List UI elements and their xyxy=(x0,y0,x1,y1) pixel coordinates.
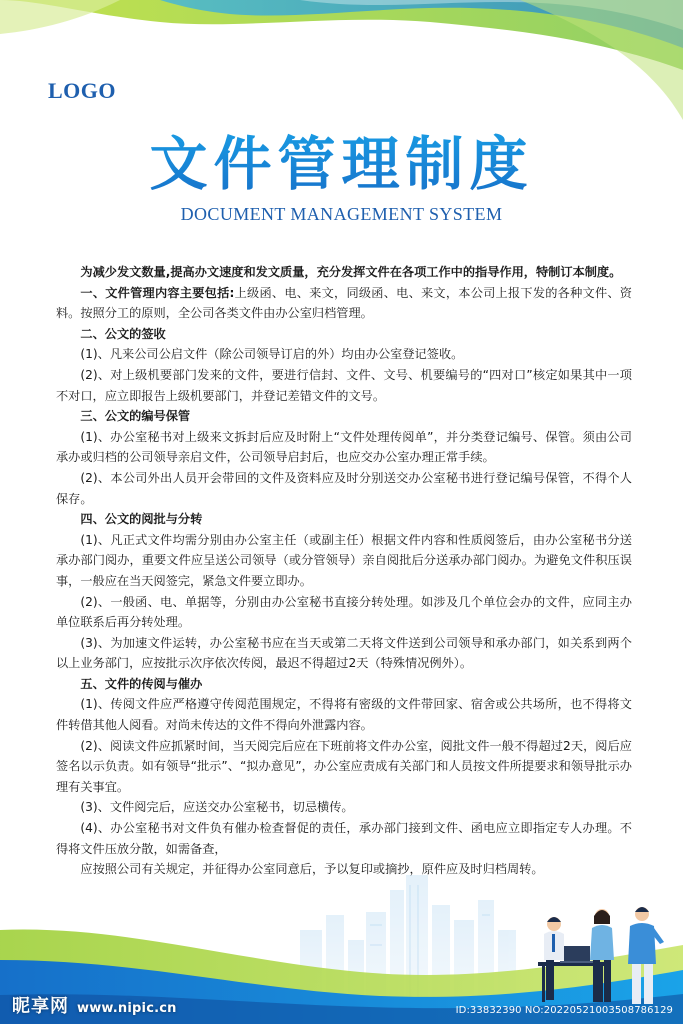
section-5-item-2: (2)、阅读文件应抓紧时间，当天阅完后应在下班前将文件办公室，阅批文件一般不得超过2天，阅后应签名以示负责。如有领导“批示”、“拟办意见”，办公室应责成有关部门和人员按文件所提要求和领导批示办理有关事宜。 xyxy=(56,738,632,794)
page-subtitle: DOCUMENT MANAGEMENT SYSTEM xyxy=(180,204,503,224)
section-5-heading: 五、文件的传阅与催办 xyxy=(80,676,203,691)
section-5-item-1: (1)、传阅文件应严格遵守传阅范围规定，不得将有密级的文件带回家、宿舍或公共场所，也不得将文件转借其他人阅看。对尚未传达的文件不得向外泄露内容。 xyxy=(56,697,632,733)
section-5-item-3: (3)、文件阅完后，应送交办公室秘书，切忌横传。 xyxy=(80,800,354,815)
document-body xyxy=(56,262,632,880)
section-5-item-5: 应按照公司有关规定，并征得办公室同意后，予以复印或摘抄，原件应及时归档周转。 xyxy=(80,862,544,877)
intro-paragraph: 为减少发文数量,提高办文速度和发文质量，充分发挥文件在各项工作中的指导作用，特制订本制度。 xyxy=(80,265,622,279)
office-people-illustration xyxy=(530,898,670,1008)
section-4-heading: 四、公文的阅批与分转 xyxy=(80,512,203,527)
section-2-item-2: (2)、对上级机要部门发来的文件，要进行信封、文件、文号、机要编号的“四对口”核定如果其中一项不对口，应立即报告上级机要部门，并登记差错文件的文号。 xyxy=(56,367,632,403)
section-3-item-1: (1)、办公室秘书对上级来文拆封后应及时附上“文件处理传阅单”，并分类登记编号、保管。须由公司承办或归档的公司领导亲启文件，公司领导启封后，也应交办公室办理正常手续。 xyxy=(56,429,632,465)
section-3-heading: 三、公文的编号保管 xyxy=(80,409,191,424)
watermark-brand: 昵享网 xyxy=(12,996,69,1017)
page-title: 文件管理制度 xyxy=(0,117,683,201)
section-2-heading: 二、公文的签收 xyxy=(80,326,166,341)
logo: LOGO xyxy=(48,78,117,103)
watermark-url: www.nipic.cn xyxy=(77,1001,177,1016)
watermark xyxy=(12,992,177,1018)
section-4-item-3: (3)、为加速文件运转，办公室秘书应在当天或第二天将文件送到公司领导和承办部门，如关系到两个以上业务部门，应按批示次序依次传阅，最迟不得超过2天（特殊情况例外）。 xyxy=(56,635,632,671)
image-id-label: ID:33832390 NO:20220521003508786129 xyxy=(455,1005,673,1016)
section-2-item-1: (1)、凡来公司公启文件（除公司领导订启的外）均由办公室登记签收。 xyxy=(80,347,464,362)
section-1-text: 上级函、电、来文，同级函、电、来文，本公司上报下发的各种文件、资料。按照分工的原则，全公司各类文件由办公室归档管理。 xyxy=(56,285,632,321)
section-3-item-2: (2)、本公司外出人员开会带回的文件及资料应及时分别送交办公室秘书进行登记编号保管，不得个人保存。 xyxy=(56,470,632,506)
section-4-item-1: (1)、凡正式文件均需分别由办公室主任（或副主任）根据文件内容和性质阅签后，由办公室秘书分送承办部门阅办，重要文件应呈送公司领导（或分管领导）亲自阅批后分送承办部门阅办。为避免文件积压误事，一般应在当天阅签完，紧急文件要立即办。 xyxy=(56,532,632,588)
section-4-item-2: (2)、一般函、电、单据等，分别由办公室秘书直接分转处理。如涉及几个单位会办的文件，应同主办单位联系后再分转处理。 xyxy=(56,594,632,630)
section-1-paragraph xyxy=(56,283,632,324)
section-1-heading: 一、文件管理内容主要包括: xyxy=(80,285,235,300)
section-5-item-4: (4)、办公室秘书对文件负有催办检查督促的责任，承办部门接到文件、函电应立即指定专人办理。不得将文件压放分散，如需备查， xyxy=(56,821,632,856)
